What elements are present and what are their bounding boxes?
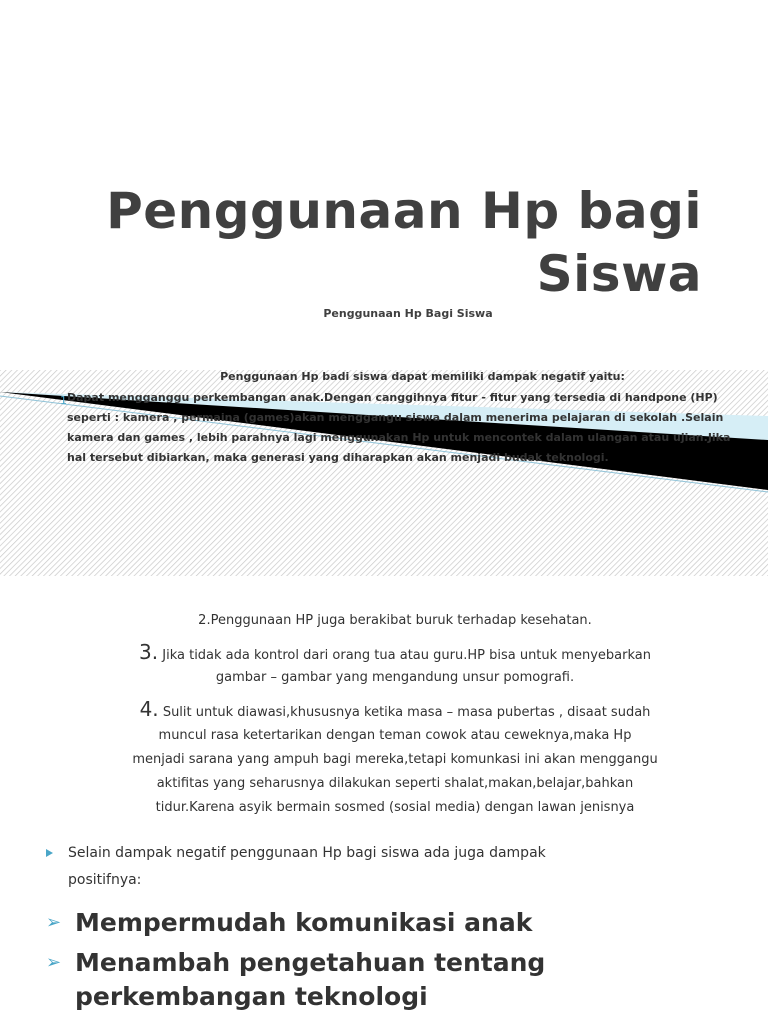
positive-item-2	[46, 946, 746, 1014]
point-1-paragraph	[67, 388, 755, 468]
point-1-line: Dapat mengganggu perkembangan anak.Dengan canggihnya fitur - fitur yang tersedia di handpone (HP)	[67, 391, 718, 404]
chevron-bullet-icon: ➢	[46, 952, 62, 973]
point-4-line-4: aktifitas yang seharusnya dilakukan seperti shalat,makan,belajar,bahkan	[156, 776, 634, 791]
positive-item-1-text: Mempermudah komunikasi anak	[75, 908, 533, 937]
point-2: 2.Penggunaan HP juga berakibat buruk terhadap kesehatan.	[198, 613, 592, 628]
positive-item-2-line-2: perkembangan teknologi	[75, 982, 428, 1011]
negative-impact-intro: Penggunaan Hp badi siswa dapat memiliki dampak negatif yaitu:	[220, 370, 625, 383]
point-3-line-1: Jika tidak ada kontrol dari orang tua atau guru.HP bisa untuk menyebarkan	[162, 648, 651, 663]
chevron-bullet-icon: ➢	[46, 912, 62, 933]
point-3	[40, 640, 750, 668]
point-1-number: 1	[60, 394, 67, 407]
positive-impact-intro	[46, 840, 726, 894]
point-1-line: kamera dan games , lebih parahnya lagi menggunakan Hp untuk mencontek dalam ulangan atau ujian.Jika	[67, 431, 731, 444]
point-4-line-1: Sulit untuk diawasi,khususnya ketika masa – masa pubertas , disaat sudah	[162, 705, 651, 720]
slide-subtitle: Penggunaan Hp Bagi Siswa	[323, 307, 493, 320]
point-4-number: 4.	[139, 697, 159, 721]
slide-title-line-1: Penggunaan Hp bagi	[106, 182, 702, 240]
slide-title	[62, 180, 702, 306]
point-4-line-2: muncul rasa ketertarikan dengan teman cowok atau ceweknya,maka Hp	[158, 728, 632, 743]
positive-intro-line-1: Selain dampak negatif penggunaan Hp bagi siswa ada juga dampak	[68, 845, 546, 861]
point-1-line: hal tersebut dibiarkan, maka generasi yang diharapkan akan menjadi budak teknologi.	[67, 451, 609, 464]
point-3-number: 3.	[139, 640, 159, 664]
positive-item-1	[46, 906, 746, 940]
positive-intro-line-2: positifnya:	[68, 872, 142, 888]
positive-item-2-line-1: Menambah pengetahuan tentang	[75, 948, 546, 977]
point-1-line: seperti : kamera , permaina (games)akan menggangu siswa dalam menerima pelajaran di sekolah .Selain	[67, 411, 724, 424]
point-4-line-5: tidur.Karena asyik bermain sosmed (sosial media) dengan lawan jenisnya	[155, 800, 635, 815]
slide-title-line-2: Siswa	[536, 245, 702, 303]
triangle-bullet-icon	[46, 849, 53, 857]
point-4	[40, 697, 750, 725]
point-3-line-2: gambar – gambar yang mengandung unsur pomografi.	[215, 670, 575, 685]
point-4-line-3: menjadi sarana yang ampuh bagi mereka,tetapi komunkasi ini akan menggangu	[132, 752, 658, 767]
